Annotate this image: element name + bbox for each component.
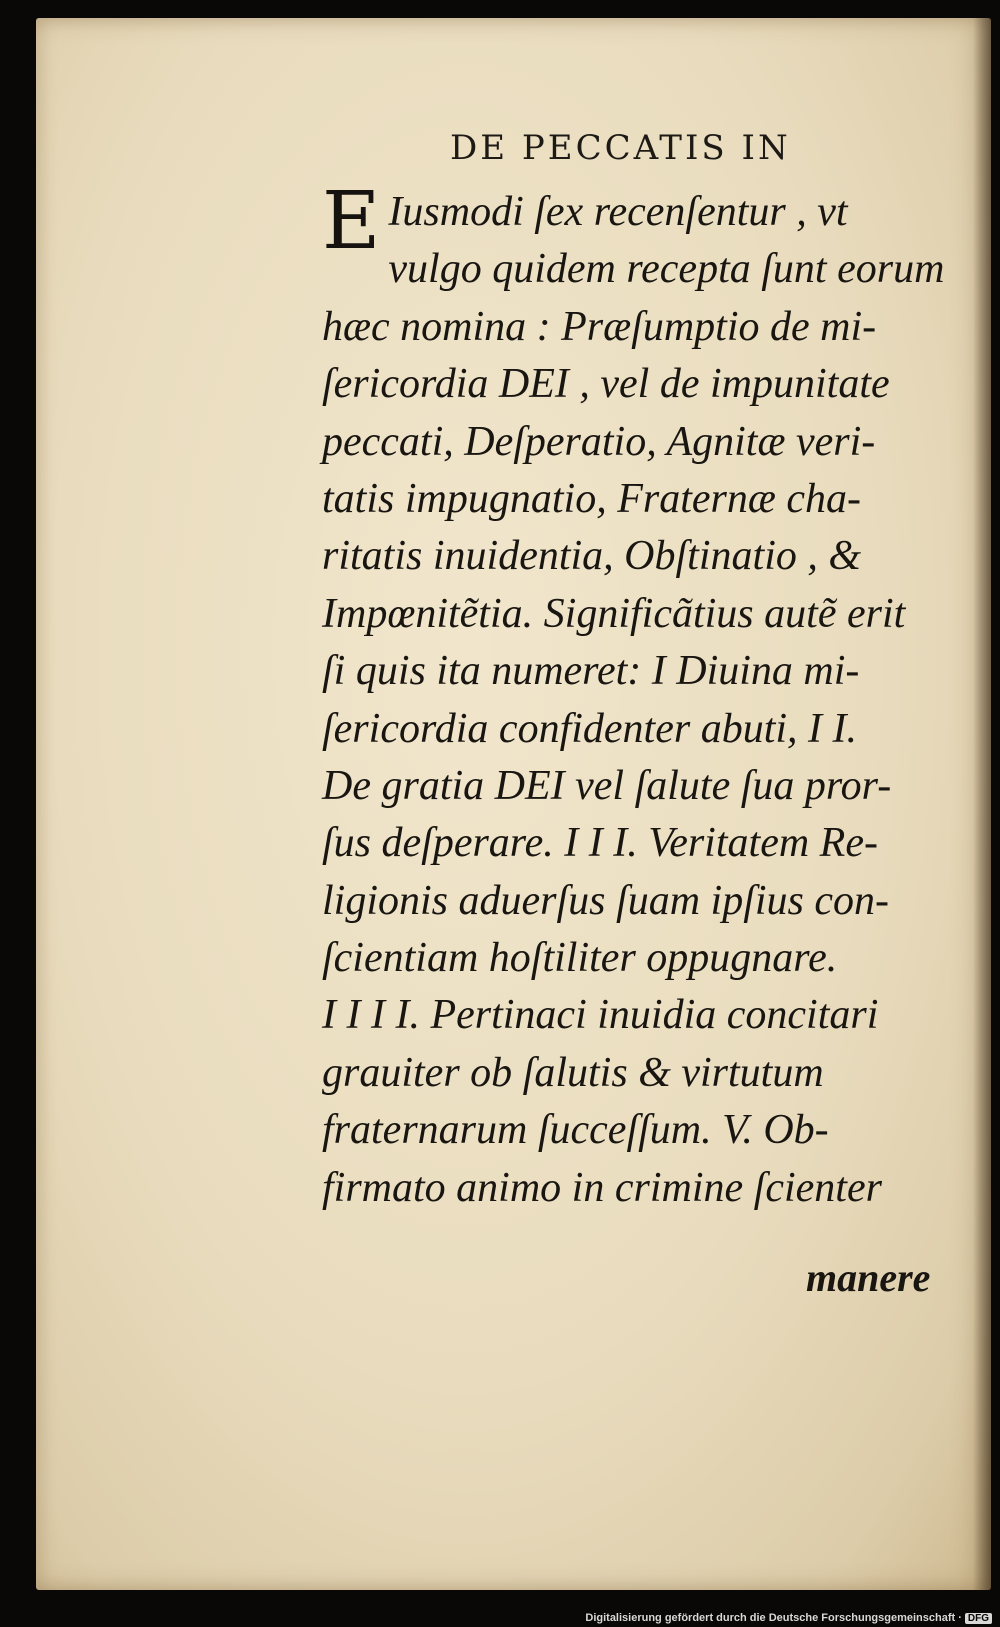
page-gutter-shadow (973, 18, 991, 1590)
text-line: I I I I. Pertinaci inuidia concitari (322, 992, 879, 1039)
running-head: DE PECCATIS IN (450, 128, 791, 168)
digitization-credit (585, 1612, 992, 1624)
text-line: Iusmodi ſex recenſentur , vt (388, 189, 848, 235)
drop-cap: E (322, 174, 381, 267)
text-line: grauiter ob ſalutis & virtutum (322, 1049, 824, 1096)
text-line: hæc nomina : Præſumptio de mi- (322, 303, 877, 350)
credit-text: Digitalisierung gefördert durch die Deutsche Forschungsgemeinschaft · (585, 1612, 962, 1624)
text-line: ſericordia confidenter abuti, I I. (322, 705, 858, 752)
text-line: peccati, Deſperatio, Agnitæ veri- (322, 418, 876, 465)
catchword: manere (806, 1255, 931, 1300)
dfg-logo: DFG (965, 1613, 992, 1624)
text-line: ſericordia DEI , vel de impunitate (322, 361, 890, 408)
body-text (322, 174, 952, 1217)
text-line: ritatis inuidentia, Obſtinatio , & (322, 533, 862, 580)
text-line: vulgo quidem recepta ſunt eorum (388, 246, 945, 293)
text-line: De gratia DEI vel ſalute ſua pror- (322, 762, 892, 809)
text-line: ſcientiam hoſtiliter oppugnare. (322, 935, 838, 982)
text-line: ſi quis ita numeret: I Diuina mi- (322, 648, 860, 695)
text-line: firmato animo in crimine ſcienter (322, 1164, 882, 1211)
text-line: ligionis aduerſus ſuam ipſius con- (322, 877, 889, 924)
text-line: fraternarum ſucceſſum. V. Ob- (322, 1107, 829, 1154)
text-line: ſus deſperare. I I I. Veritatem Re- (322, 820, 878, 867)
text-line: tatis impugnatio, Fraternæ cha- (322, 475, 861, 522)
text-line: Impœnitẽtia. Significãtius autẽ erit (322, 590, 906, 637)
